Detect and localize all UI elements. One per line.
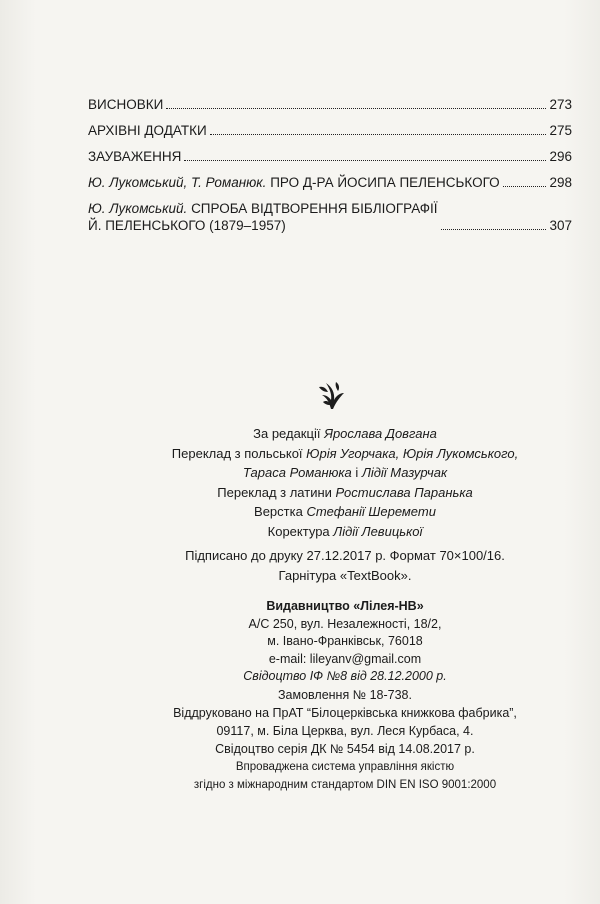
toc-leader-dots bbox=[184, 160, 546, 161]
printed-by: Віддруковано на ПрАТ “Білоцерківська книжкова фабрика”, bbox=[173, 706, 517, 720]
publisher-lily-logo-icon bbox=[314, 378, 348, 412]
toc-entry-author: Ю. Лукомський. bbox=[88, 201, 188, 216]
proof-prefix: Коректура bbox=[267, 523, 330, 539]
quality-system: Впроваджена система управління якістю bbox=[235, 761, 455, 773]
printer-address: 09117, м. Біла Церква, вул. Леся Курбаса, 4. bbox=[216, 724, 474, 738]
publisher-certificate: Свідоцтво ІФ №8 від 28.12.2000 р. bbox=[243, 669, 447, 683]
layout-name: Стефанії Шеремети bbox=[306, 504, 436, 519]
toc-entry bbox=[88, 122, 572, 139]
order-block bbox=[150, 686, 540, 794]
publisher-email: e-mail: lileyanv@gmail.com bbox=[268, 651, 422, 666]
quality-standard: згідно з міжнародним стандартом DIN EN ISO 9001:2000 bbox=[193, 779, 497, 791]
translator-name: Тараса Романюка bbox=[242, 465, 352, 480]
printer-certificate: Свідоцтво серія ДК № 5454 від 14.08.2017 р. bbox=[215, 742, 475, 756]
editor-line bbox=[150, 424, 540, 444]
toc-entry bbox=[88, 200, 572, 234]
layout-line bbox=[150, 502, 540, 522]
toc-entry bbox=[88, 174, 572, 191]
toc-entry bbox=[88, 96, 572, 113]
translators-names: Юрія Угорчака, Юрія Лукомського, bbox=[306, 445, 519, 461]
print-info-block bbox=[150, 546, 540, 585]
toc-entry-page: 296 bbox=[549, 149, 572, 164]
translation-prefix: Переклад з польської bbox=[171, 445, 303, 461]
conjunction: і bbox=[355, 465, 359, 480]
proofreading-line bbox=[150, 522, 540, 542]
toc-entry-text bbox=[88, 200, 438, 234]
latin-translation-line bbox=[150, 483, 540, 503]
toc-entry-title: ВИСНОВКИ bbox=[88, 97, 164, 112]
publisher-name: Видавництво «Лілея-НВ» bbox=[266, 599, 424, 613]
toc-entry-title-line2: Й. ПЕЛЕНСЬКОГО (1879–1957) bbox=[88, 218, 286, 233]
toc-entry-title: ПРО Д-РА ЙОСИПА ПЕЛЕНСЬКОГО bbox=[270, 175, 500, 190]
editor-prefix: За редакції bbox=[253, 426, 321, 441]
publisher-address: А/С 250, вул. Незалежності, 18/2, bbox=[248, 616, 442, 631]
toc-entry-author: Ю. Лукомський, Т. Романюк. bbox=[88, 175, 267, 190]
translation-line bbox=[150, 444, 540, 464]
toc-entry-page: 273 bbox=[549, 97, 572, 112]
table-of-contents bbox=[88, 96, 572, 243]
credits-block bbox=[150, 424, 540, 541]
translator-name: Лідії Мазурчак bbox=[361, 465, 448, 480]
toc-entry-page: 275 bbox=[549, 123, 572, 138]
editor-name: Ярослава Довгана bbox=[324, 426, 437, 441]
toc-entry bbox=[88, 148, 572, 165]
latin-prefix: Переклад з латини bbox=[217, 484, 332, 500]
toc-entry-title-line1: СПРОБА ВІДТВОРЕННЯ БІБЛІОГРАФІЇ bbox=[191, 201, 438, 216]
publisher-block bbox=[200, 598, 490, 686]
publisher-city: м. Івано-Франківськ, 76018 bbox=[267, 634, 423, 648]
toc-leader-dots bbox=[210, 134, 547, 135]
toc-leader-dots bbox=[166, 108, 546, 109]
toc-entry-page: 298 bbox=[549, 175, 572, 190]
toc-entry-text bbox=[88, 174, 500, 191]
typeface-line: Гарнітура «TextBook». bbox=[278, 567, 412, 583]
toc-leader-dots bbox=[441, 229, 547, 230]
toc-entry-page: 307 bbox=[549, 218, 572, 233]
toc-entry-title: АРХІВНІ ДОДАТКИ bbox=[88, 123, 207, 138]
order-number: Замовлення № 18-738. bbox=[278, 688, 412, 702]
translation-line-2 bbox=[150, 463, 540, 483]
latin-translator-name: Ростислава Паранька bbox=[335, 484, 473, 500]
toc-entry-title: ЗАУВАЖЕННЯ bbox=[88, 149, 182, 164]
toc-leader-dots bbox=[503, 186, 547, 187]
print-date-format: Підписано до друку 27.12.2017 р. Формат 70×100/16. bbox=[185, 548, 505, 563]
layout-prefix: Верстка bbox=[254, 504, 303, 519]
proof-name: Лідії Левицької bbox=[333, 523, 423, 539]
